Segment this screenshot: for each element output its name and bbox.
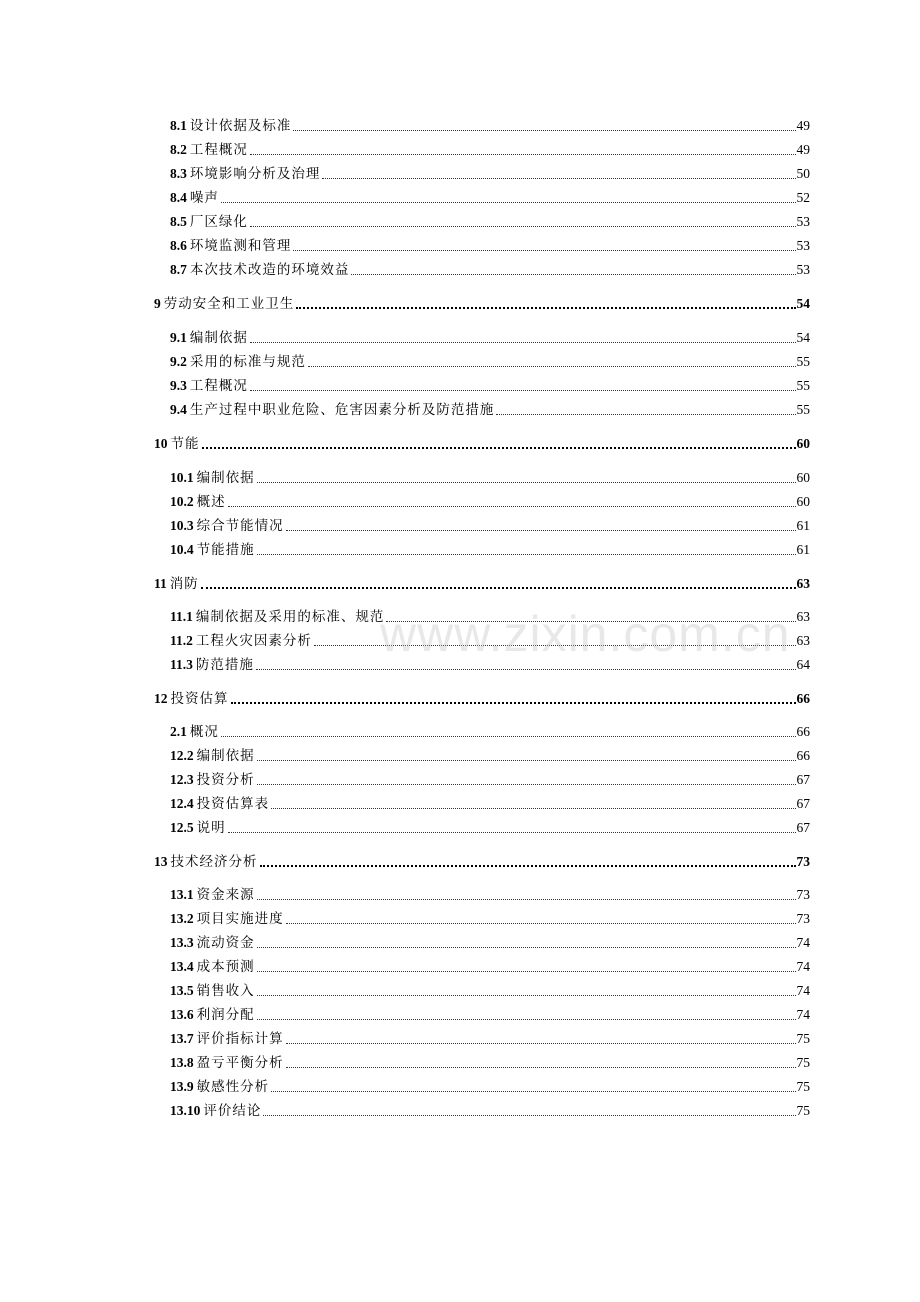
toc-entry-title: 概况: [189, 724, 219, 740]
toc-entry-number: 13.10: [170, 1103, 201, 1118]
toc-dot-leader: [250, 154, 796, 155]
toc-entry-title: 编制依据: [196, 470, 255, 486]
toc-entry-number: 8.3: [170, 166, 187, 181]
toc-dot-leader: [257, 554, 796, 555]
toc-entry-title: 技术经济分析: [170, 854, 258, 870]
toc-entry-title: 节能措施: [196, 542, 255, 558]
toc-dot-leader: [221, 736, 796, 737]
toc-page-number: 61: [796, 542, 810, 557]
toc-entry-title: 盈亏平衡分析: [196, 1055, 284, 1071]
toc-dot-leader: [257, 947, 796, 948]
toc-page-number: 73: [796, 911, 810, 926]
watermark: www.zixin.com.cn: [380, 606, 791, 662]
toc-entry-number: 11: [154, 576, 167, 591]
toc-entry-title: 成本预测: [196, 959, 255, 975]
toc-page-number: 66: [796, 748, 810, 763]
toc-dot-leader: [260, 865, 796, 867]
toc-page-number: 52: [796, 190, 810, 205]
toc-page-number: 49: [796, 142, 810, 157]
toc-entry-number: 12.3: [170, 772, 194, 787]
toc-entry-title: 防范措施: [195, 657, 254, 673]
toc-dot-leader: [257, 482, 796, 483]
toc-page-number: 74: [796, 959, 810, 974]
toc-entry-number: 13.6: [170, 1007, 194, 1022]
toc-page-number: 73: [796, 854, 810, 869]
toc-page-number: 61: [796, 518, 810, 533]
toc-page-number: 67: [796, 772, 810, 787]
toc-page-number: 74: [796, 983, 810, 998]
toc-dot-leader: [351, 274, 795, 275]
toc-entry-number: 2.1: [170, 724, 187, 739]
toc-chapter-entry[interactable]: [154, 850, 810, 870]
toc-dot-leader: [202, 447, 796, 449]
toc-entry-number: 13.5: [170, 983, 194, 998]
toc-chapter-entry[interactable]: [154, 432, 810, 452]
toc-entry-title: 概述: [196, 494, 226, 510]
toc-entry-title: 敏感性分析: [196, 1079, 270, 1095]
toc-section-entry[interactable]: [170, 350, 810, 370]
toc-page-number: 55: [796, 402, 810, 417]
toc-dot-leader: [221, 202, 796, 203]
toc-dot-leader: [250, 390, 796, 391]
toc-entry-number: 10.4: [170, 542, 194, 557]
toc-page-number: 73: [796, 887, 810, 902]
toc-entry-title: 编制依据: [189, 330, 248, 346]
toc-entry-number: 13.4: [170, 959, 194, 974]
toc-section-entry[interactable]: [170, 816, 810, 836]
toc-dot-leader: [271, 808, 795, 809]
toc-page-number: 53: [796, 262, 810, 277]
toc-entry-number: 12.4: [170, 796, 194, 811]
toc-dot-leader: [496, 414, 795, 415]
toc-dot-leader: [293, 250, 795, 251]
toc-chapter-entry[interactable]: [154, 687, 810, 707]
toc-entry-title: 编制依据及采用的标准、规范: [195, 609, 385, 625]
toc-entry-title: 投资分析: [196, 772, 255, 788]
toc-entry-number: 9: [154, 296, 161, 311]
toc-entry-title: 编制依据: [196, 748, 255, 764]
toc-entry-title: 劳动安全和工业卫生: [163, 296, 295, 312]
toc-entry-number: 10: [154, 436, 168, 451]
toc-entry-title: 工程概况: [189, 142, 248, 158]
toc-page-number: 67: [796, 796, 810, 811]
toc-dot-leader: [314, 645, 796, 646]
toc-section-entry[interactable]: [170, 653, 810, 673]
toc-entry-title: 销售收入: [196, 983, 255, 999]
toc-dot-leader: [250, 226, 796, 227]
toc-section-entry[interactable]: [170, 1051, 810, 1071]
toc-dot-leader: [250, 342, 796, 343]
toc-section-entry[interactable]: [170, 883, 810, 903]
toc-page-number: 75: [796, 1079, 810, 1094]
toc-entry-number: 13.2: [170, 911, 194, 926]
toc-page-number: 74: [796, 1007, 810, 1022]
toc-page-number: 66: [796, 724, 810, 739]
toc-dot-leader: [296, 307, 795, 309]
toc-entry-title: 评价结论: [203, 1103, 262, 1119]
toc-page-number: 60: [796, 494, 810, 509]
toc-dot-leader: [257, 995, 796, 996]
toc-section-entry[interactable]: [170, 792, 810, 812]
toc-dot-leader: [271, 1091, 795, 1092]
toc-entry-number: 10.3: [170, 518, 194, 533]
toc-dot-leader: [293, 130, 795, 131]
toc-section-entry[interactable]: [170, 490, 810, 510]
toc-section-entry[interactable]: [170, 1003, 810, 1023]
toc-entry-number: 12.2: [170, 748, 194, 763]
toc-section-entry[interactable]: [170, 466, 810, 486]
toc-section-entry[interactable]: [170, 979, 810, 999]
toc-entry-title: 说明: [196, 820, 226, 836]
toc-section-entry[interactable]: [170, 162, 810, 182]
toc-dot-leader: [231, 702, 796, 704]
toc-dot-leader: [257, 784, 796, 785]
toc-page-number: 67: [796, 820, 810, 835]
toc-entry-number: 10.1: [170, 470, 194, 485]
toc-page-number: 75: [796, 1031, 810, 1046]
toc-entry-title: 资金来源: [196, 887, 255, 903]
toc-entry-number: 11.1: [170, 609, 193, 624]
toc-entry-number: 13.1: [170, 887, 194, 902]
toc-entry-title: 工程概况: [189, 378, 248, 394]
toc-entry-number: 13.3: [170, 935, 194, 950]
toc-section-entry[interactable]: [170, 768, 810, 788]
toc-section-entry[interactable]: [170, 398, 810, 418]
toc-entry-number: 8.5: [170, 214, 187, 229]
toc-section-entry[interactable]: [170, 326, 810, 346]
toc-entry-number: 13.8: [170, 1055, 194, 1070]
toc-section-entry[interactable]: [170, 138, 810, 158]
toc-dot-leader: [228, 832, 796, 833]
toc-entry-number: 12: [154, 691, 168, 706]
toc-entry-number: 8.7: [170, 262, 187, 277]
toc-section-entry[interactable]: [170, 258, 810, 278]
toc-entry-number: 8.2: [170, 142, 187, 157]
toc-entry-title: 设计依据及标准: [189, 118, 292, 134]
toc-section-entry[interactable]: [170, 629, 810, 649]
toc-page-number: 66: [796, 691, 810, 706]
toc-section-entry[interactable]: [170, 374, 810, 394]
toc-entry-number: 8.4: [170, 190, 187, 205]
toc-entry-number: 9.2: [170, 354, 187, 369]
toc-chapter-entry[interactable]: [154, 572, 810, 592]
toc-entry-title: 厂区绿化: [189, 214, 248, 230]
toc-section-entry[interactable]: [170, 605, 810, 625]
toc-page-number: 54: [796, 330, 810, 345]
toc-section-entry[interactable]: [170, 234, 810, 254]
toc-section-entry[interactable]: [170, 514, 810, 534]
toc-section-entry[interactable]: [170, 955, 810, 975]
toc-entry-number: 13: [154, 854, 168, 869]
toc-entry-number: 10.2: [170, 494, 194, 509]
toc-entry-title: 利润分配: [196, 1007, 255, 1023]
toc-entry-number: 11.3: [170, 657, 193, 672]
toc-section-entry[interactable]: [170, 931, 810, 951]
toc-entry-title: 消防: [169, 576, 199, 592]
toc-entry-title: 本次技术改造的环境效益: [189, 262, 350, 278]
toc-entry-number: 9.1: [170, 330, 187, 345]
toc-entry-number: 8.1: [170, 118, 187, 133]
toc-dot-leader: [386, 621, 795, 622]
toc-dot-leader: [286, 530, 796, 531]
toc-page-number: 63: [796, 633, 810, 648]
toc-entry-number: 11.2: [170, 633, 193, 648]
toc-dot-leader: [322, 178, 795, 179]
toc-page-number: 53: [796, 238, 810, 253]
toc-entry-title: 噪声: [189, 190, 219, 206]
toc-dot-leader: [257, 971, 796, 972]
toc-page-number: 75: [796, 1055, 810, 1070]
toc-entry-title: 环境影响分析及治理: [189, 166, 321, 182]
toc-dot-leader: [286, 1067, 796, 1068]
toc-dot-leader: [256, 669, 796, 670]
toc-section-entry[interactable]: [170, 186, 810, 206]
toc-section-entry[interactable]: [170, 1027, 810, 1047]
toc-page-number: 49: [796, 118, 810, 133]
toc-section-entry[interactable]: [170, 907, 810, 927]
toc-dot-leader: [308, 366, 796, 367]
toc-page-number: 60: [796, 470, 810, 485]
toc-entry-number: 13.9: [170, 1079, 194, 1094]
toc-page-number: 64: [796, 657, 810, 672]
toc-section-entry[interactable]: [170, 720, 810, 740]
toc-entry-number: 13.7: [170, 1031, 194, 1046]
toc-page-number: 50: [796, 166, 810, 181]
toc-dot-leader: [257, 1019, 796, 1020]
toc-entry-title: 环境监测和管理: [189, 238, 292, 254]
toc-page-number: 60: [796, 436, 810, 451]
toc-entry-title: 投资估算表: [196, 796, 270, 812]
toc-entry-title: 综合节能情况: [196, 518, 284, 534]
toc-entry-title: 节能: [170, 436, 200, 452]
toc-section-entry[interactable]: [170, 744, 810, 764]
toc-page-number: 74: [796, 935, 810, 950]
toc-entry-number: 8.6: [170, 238, 187, 253]
toc-section-entry[interactable]: [170, 538, 810, 558]
toc-section-entry[interactable]: [170, 1099, 810, 1119]
toc-entry-title: 流动资金: [196, 935, 255, 951]
toc-dot-leader: [286, 923, 796, 924]
toc-page-number: 63: [796, 609, 810, 624]
toc-page-number: 63: [796, 576, 810, 591]
toc-page-number: 75: [796, 1103, 810, 1118]
toc-dot-leader: [228, 506, 796, 507]
toc-chapter-entry[interactable]: [154, 292, 810, 312]
toc-dot-leader: [201, 587, 796, 589]
toc-dot-leader: [286, 1043, 796, 1044]
toc-entry-title: 项目实施进度: [196, 911, 284, 927]
toc-page-number: 53: [796, 214, 810, 229]
toc-section-entry[interactable]: [170, 1075, 810, 1095]
toc-entry-title: 生产过程中职业危险、危害因素分析及防范措施: [189, 402, 495, 418]
toc-dot-leader: [263, 1115, 795, 1116]
toc-entry-title: 评价指标计算: [196, 1031, 284, 1047]
toc-entry-number: 9.4: [170, 402, 187, 417]
toc-page-number: 54: [796, 296, 810, 311]
toc-page-number: 55: [796, 354, 810, 369]
toc-section-entry[interactable]: [170, 210, 810, 230]
toc-entry-title: 采用的标准与规范: [189, 354, 306, 370]
toc-section-entry[interactable]: [170, 114, 810, 134]
toc-entry-number: 12.5: [170, 820, 194, 835]
toc-page-number: 55: [796, 378, 810, 393]
toc-entry-number: 9.3: [170, 378, 187, 393]
toc-dot-leader: [257, 899, 796, 900]
toc-entry-title: 投资估算: [170, 691, 229, 707]
toc-entry-title: 工程火灾因素分析: [195, 633, 312, 649]
toc-dot-leader: [257, 760, 796, 761]
